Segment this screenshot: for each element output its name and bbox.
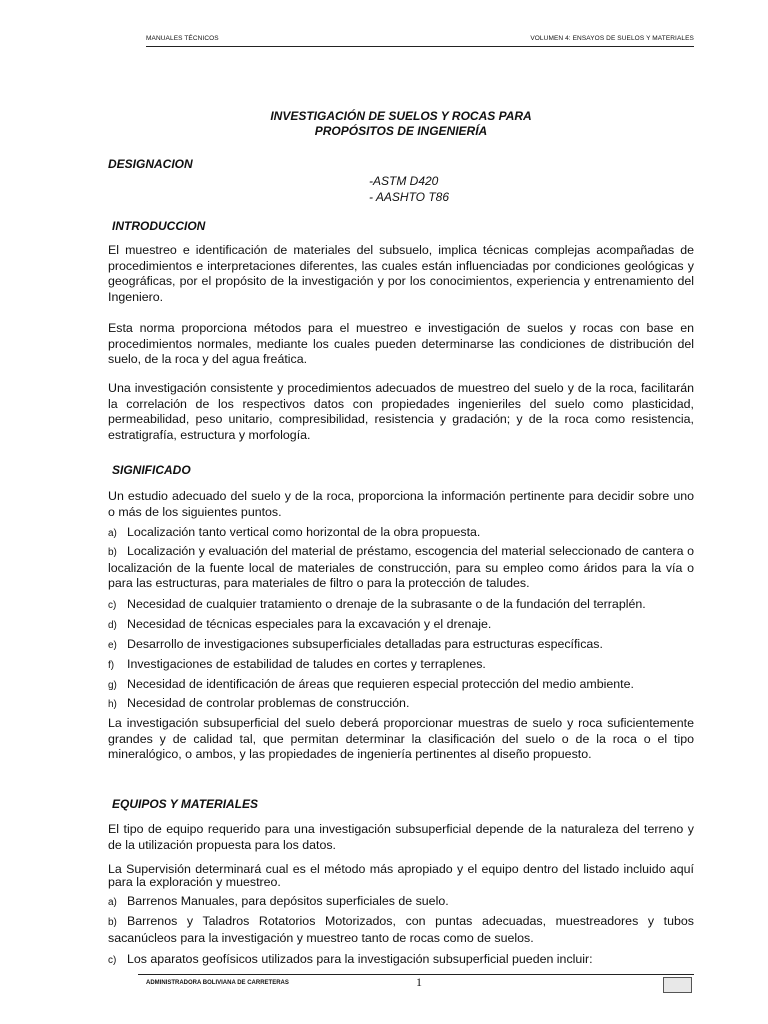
page-footer (138, 974, 694, 995)
page-number: 1 (416, 975, 422, 989)
item-marker: g) (108, 680, 117, 691)
equipos-item (108, 914, 694, 946)
item-text: Investigaciones de estabilidad de taludes en cortes y terraplenes. (127, 657, 486, 671)
item-marker: b) (108, 547, 117, 558)
significado-item (108, 597, 694, 614)
designacion-aashto: - AASHTO T86 (369, 190, 450, 204)
equipos-paragraph-1: El tipo de equipo requerido para una investigación subsuperficial depende de la naturaleza del terreno y de la utilización propuesta para los datos. (108, 822, 694, 852)
header-left: MANUALES TÉCNICOS (146, 35, 219, 42)
introduccion-heading: INTRODUCCION (112, 219, 206, 233)
item-text: Necesidad de identificación de áreas que requieren especial protección del medio ambiente. (127, 677, 634, 691)
equipos-item (108, 894, 694, 911)
designacion-heading: DESIGNACION (108, 157, 193, 171)
introduccion-paragraph-2: Esta norma proporciona métodos para el muestreo e investigación de suelos y rocas con base en procedimientos normales, mediante los cuales pueden determinarse las condiciones de distribución del suelo, de la roca y del agua freática. (108, 321, 694, 367)
footer-organization: ADMINISTRADORA BOLIVIANA DE CARRETERAS (146, 980, 289, 986)
significado-item (108, 657, 694, 674)
item-marker: e) (108, 640, 117, 651)
page-header (146, 34, 694, 47)
equipos-item (108, 952, 694, 969)
item-marker: c) (108, 955, 117, 966)
header-right: VOLUMEN 4: ENSAYOS DE SUELOS Y MATERIALES (530, 35, 694, 42)
item-text: Necesidad de técnicas especiales para la excavación y el drenaje. (127, 617, 492, 631)
item-text: Barrenos Manuales, para depósitos superficiales de suelo. (127, 894, 449, 908)
significado-intro: Un estudio adecuado del suelo y de la roca, proporciona la información pertinente para decidir sobre uno o más de los siguientes puntos. (108, 489, 694, 519)
significado-item (108, 617, 694, 634)
item-marker: h) (108, 699, 117, 710)
item-text: Necesidad de controlar problemas de construcción. (127, 696, 410, 710)
significado-closing: La investigación subsuperficial del suelo deberá proporcionar muestras de suelo y roca suficientemente grandes y de calidad tal, que permitan determinar la clasificación del suelo o de la roca o el tipo mineralógico, o ambos, y las propiedades de ingeniería pertinentes al diseño propuesto. (108, 716, 694, 762)
designacion-astm: -ASTM D420 (369, 174, 439, 188)
item-text: Necesidad de cualquier tratamiento o drenaje de la subrasante o de la fundación del terraplén. (127, 597, 646, 611)
item-marker: c) (108, 600, 117, 611)
item-marker: a) (108, 897, 117, 908)
significado-item (108, 637, 694, 654)
item-marker: f) (108, 660, 115, 671)
title-line-2: PROPÓSITOS DE INGENIERÍA (314, 124, 488, 138)
item-text: Barrenos y Taladros Rotatorios Motorizados, con puntas adecuadas, muestreadores y tubos sacanúcleos para la investigación y muestreo tanto de rocas como de suelos. (108, 914, 694, 945)
equipos-paragraph-2: La Supervisión determinará cual es el método más apropiado y el equipo dentro del listado incluido aquí para la exploración y muestreo. (108, 862, 694, 889)
item-text: Localización y evaluación del material de préstamo, escogencia del material seleccionado de cantera o localización de la fuente local de materiales de construcción, para su empleo como áridos para la vía o para las estructuras, para materiales de filtro o para la protección de taludes. (108, 544, 694, 591)
introduccion-paragraph-1: El muestreo e identificación de materiales del subsuelo, implica técnicas complejas acompañadas de procedimientos e interpretaciones diferentes, las cuales están influenciadas por condiciones geológicas y geográficas, por el propósito de la investigación y por los conocimientos, experiencia y entrenamiento del Ingeniero. (108, 243, 694, 304)
item-marker: b) (108, 917, 117, 928)
significado-item (108, 544, 694, 592)
item-marker: a) (108, 528, 117, 539)
introduccion-paragraph-3: Una investigación consistente y procedimientos adecuados de muestreo del suelo y de la roca, facilitarán la correlación de los respectivos datos con propiedades ingenieriles del suelo como plasticidad, permeabilidad, peso unitario, compresibilidad, resistencia y gradación; y de la roca como resistencia, estratigrafía, estructura y morfología. (108, 381, 694, 442)
significado-item (108, 696, 694, 713)
item-marker: d) (108, 620, 117, 631)
significado-item (108, 677, 694, 694)
significado-item (108, 525, 694, 542)
item-text: Desarrollo de investigaciones subsuperficiales detalladas para estructuras específicas. (127, 637, 603, 651)
title-line-1: INVESTIGACIÓN DE SUELOS Y ROCAS PARA (270, 109, 532, 123)
item-text: Los aparatos geofísicos utilizados para la investigación subsuperficial pueden incluir: (127, 952, 593, 966)
item-text: Localización tanto vertical como horizontal de la obra propuesta. (127, 525, 481, 539)
significado-heading: SIGNIFICADO (112, 463, 191, 477)
footer-box (663, 977, 692, 993)
equipos-heading: EQUIPOS Y MATERIALES (112, 797, 259, 811)
